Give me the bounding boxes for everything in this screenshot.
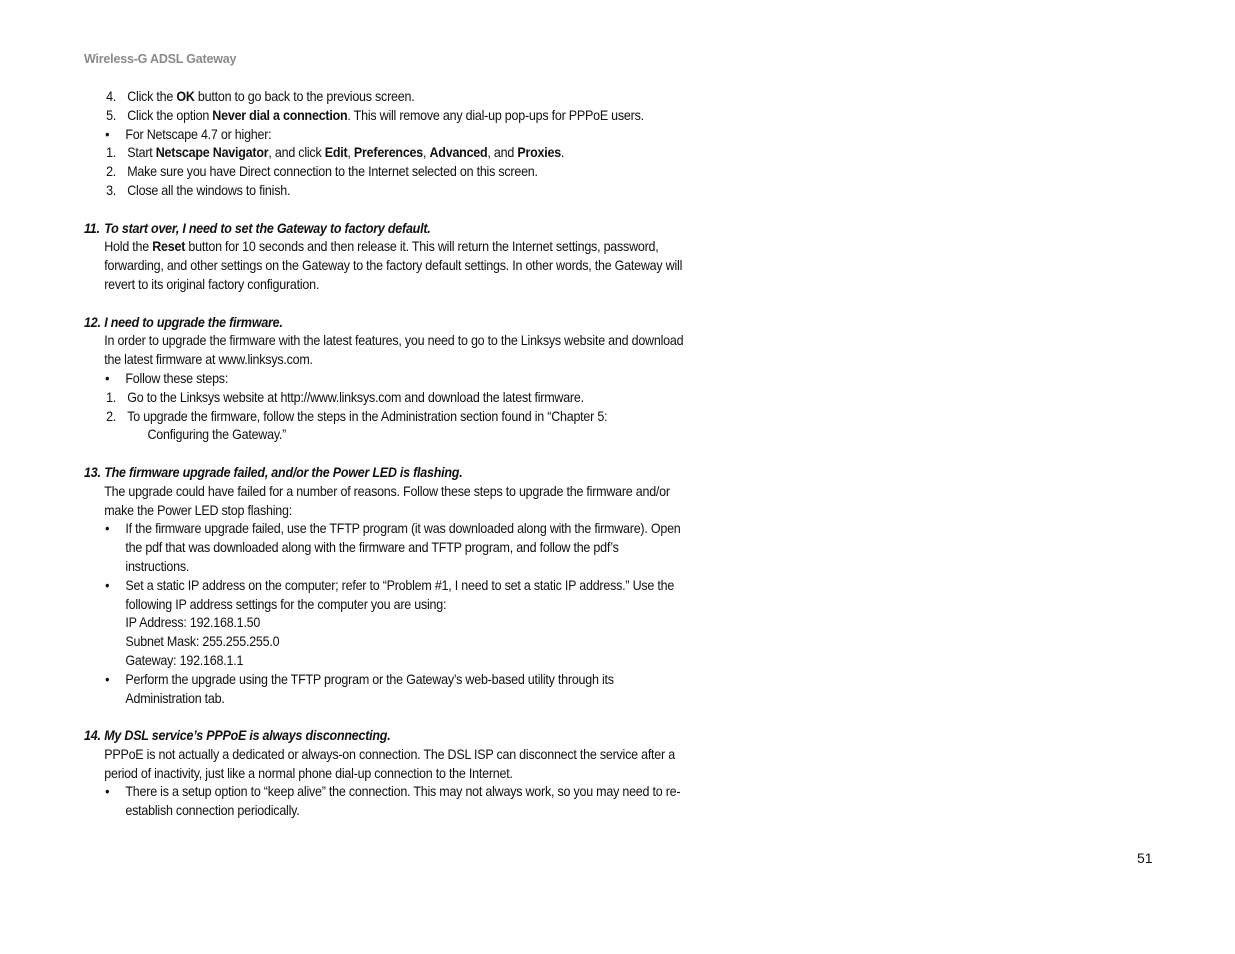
bullet-continuation: instructions. (125, 558, 190, 574)
bold-term: Proxies (517, 145, 561, 161)
section-title: To start over, I need to set the Gateway to factory default. (104, 220, 431, 236)
list-number: 2. (106, 408, 117, 424)
list-item (84, 163, 710, 182)
bullet-item (84, 783, 710, 802)
bullet-icon: • (105, 126, 110, 142)
bold-term: Never dial a connection (212, 107, 348, 123)
list-number: 1. (106, 389, 117, 405)
bullet-text: For Netscape 4.7 or higher: (125, 126, 272, 142)
paragraph-line: PPPoE is not actually a dedicated or always-on connection. The DSL ISP can disconnect the service after a (104, 746, 675, 762)
bullet-item (84, 520, 710, 539)
list-number: 4. (106, 89, 117, 104)
section-number: 11. (84, 220, 100, 236)
bold-term: Netscape Navigator (155, 145, 269, 161)
section-heading (84, 727, 710, 746)
list-item-continuation: Configuring the Gateway.” (147, 427, 287, 443)
bold-term: Reset (152, 239, 186, 255)
list-item-text: Close all the windows to finish. (127, 182, 291, 198)
list-item-text: Go to the Linksys website at http://www.linksys.com and download the latest firmware. (127, 389, 584, 405)
paragraph-line: make the Power LED stop flashing: (104, 502, 292, 518)
bullet-continuation: the pdf that was downloaded along with the firmware and TFTP program, and follow the pdf’s (125, 540, 619, 556)
list-number: 2. (106, 164, 117, 180)
bold-term: OK (176, 89, 195, 104)
bold-term: Advanced (429, 145, 488, 161)
running-header: Wireless-G ADSL Gateway (84, 52, 237, 66)
gateway-setting: Gateway: 192.168.1.1 (125, 652, 244, 668)
list-item (84, 144, 710, 163)
ip-address-setting: IP Address: 192.168.1.50 (125, 615, 261, 631)
bullet-icon: • (105, 671, 110, 687)
bullet-icon: • (105, 521, 110, 537)
list-item-text: , (423, 145, 430, 161)
bullet-icon: • (105, 370, 110, 386)
section-heading (84, 220, 710, 239)
paragraph-line: The upgrade could have failed for a number of reasons. Follow these steps to upgrade the firmware and/or (104, 483, 670, 499)
list-number: 1. (106, 145, 117, 161)
section-number: 14. (84, 728, 101, 744)
list-item-text: Click the option (127, 107, 213, 123)
list-item-text: Click the (127, 89, 177, 104)
bullet-text: Follow these steps: (125, 370, 229, 386)
document-body (84, 88, 710, 821)
bullet-text: If the firmware upgrade failed, use the TFTP program (it was downloaded along with the firmware). Open (125, 521, 681, 537)
list-item (84, 182, 710, 201)
bullet-continuation: following IP address settings for the computer you are using: (125, 596, 447, 612)
bullet-icon: • (105, 577, 110, 593)
paragraph-line: In order to upgrade the firmware with the latest features, you need to go to the Linksys website and download (104, 333, 684, 349)
list-item (84, 88, 710, 107)
section-title: I need to upgrade the firmware. (104, 314, 283, 330)
page-number: 51 (1137, 850, 1153, 866)
section-heading (84, 314, 710, 333)
list-item-text: , and (487, 145, 518, 161)
bullet-item (84, 126, 710, 145)
bullet-continuation: Administration tab. (125, 690, 225, 706)
paragraph-text: button for 10 seconds and then release it. This will return the Internet settings, password, (185, 239, 659, 255)
bullet-text: Set a static IP address on the computer; refer to “Problem #1, I need to set a static IP address.” Use the (125, 577, 675, 593)
list-item (84, 408, 710, 427)
bullet-continuation: establish connection periodically. (125, 803, 300, 819)
section-number: 12. (84, 314, 101, 330)
list-item-text: . This will remove any dial-up pop-ups for PPPoE users. (347, 107, 644, 123)
bullet-item (84, 370, 710, 389)
list-number: 3. (106, 182, 117, 198)
list-item-text: Make sure you have Direct connection to the Internet selected on this screen. (127, 164, 538, 180)
list-item-text: Start (127, 145, 156, 161)
bold-term: Edit (324, 145, 348, 161)
section-heading (84, 464, 710, 483)
bullet-text: There is a setup option to “keep alive” the connection. This may not always work, so you may need to re- (125, 784, 681, 800)
list-item-text: , and click (268, 145, 325, 161)
bold-term: Preferences (353, 145, 424, 161)
paragraph-text: Hold the (104, 239, 153, 255)
bullet-item (84, 577, 710, 596)
list-item-text: To upgrade the firmware, follow the steps in the Administration section found in “Chapter 5: (127, 408, 608, 424)
bullet-text: Perform the upgrade using the TFTP program or the Gateway’s web-based utility through its (125, 671, 614, 687)
list-item-text: , (347, 145, 354, 161)
list-item-text: button to go back to the previous screen. (194, 89, 415, 104)
list-item-text: . (560, 145, 565, 161)
section-number: 13. (84, 464, 101, 480)
bullet-item (84, 671, 710, 690)
bullet-icon: • (105, 784, 110, 800)
paragraph (84, 238, 710, 257)
subnet-mask-setting: Subnet Mask: 255.255.255.0 (125, 634, 280, 650)
paragraph-line: revert to its original factory configuration. (104, 276, 320, 292)
section-title: The firmware upgrade failed, and/or the Power LED is flashing. (104, 464, 463, 480)
list-item (84, 389, 710, 408)
section-title: My DSL service’s PPPoE is always disconnecting. (104, 728, 391, 744)
paragraph-line: period of inactivity, just like a normal phone dial-up connection to the Internet. (104, 765, 513, 781)
paragraph-line: the latest firmware at www.linksys.com. (104, 352, 313, 368)
list-item (84, 107, 710, 126)
list-number: 5. (106, 107, 117, 123)
paragraph-line: forwarding, and other settings on the Gateway to the factory default settings. In other words, the Gateway will (104, 258, 683, 274)
